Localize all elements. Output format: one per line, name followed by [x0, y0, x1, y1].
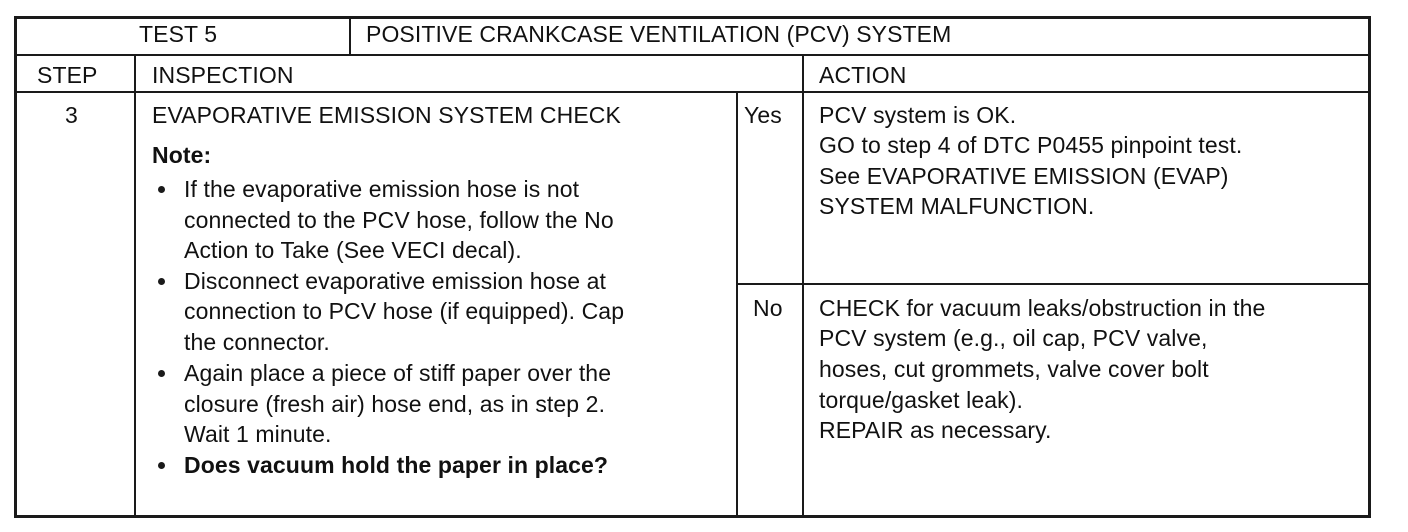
- bullet-text: the connector.: [184, 329, 330, 355]
- yes-action-text: See EVAPORATIVE EMISSION (EVAP): [819, 163, 1229, 189]
- inspection-action-divider: [802, 55, 804, 518]
- bullet-text: If the evaporative emission hose is not: [184, 176, 580, 202]
- bullet-text: Disconnect evaporative emission hose at: [184, 268, 606, 294]
- test-label: TEST 5: [139, 21, 218, 47]
- no-action-text: REPAIR as necessary.: [819, 417, 1052, 443]
- bullet-text: Wait 1 minute.: [184, 421, 332, 447]
- bullet-marker: [158, 462, 165, 469]
- test-label-divider: [349, 16, 351, 55]
- yes-action-text: SYSTEM MALFUNCTION.: [819, 193, 1095, 219]
- yes-no-column-divider: [736, 92, 738, 518]
- bullet-marker: [158, 278, 165, 285]
- step-column-header: STEP: [37, 62, 98, 88]
- no-label: No: [753, 295, 783, 321]
- no-action-text: torque/gasket leak).: [819, 387, 1024, 413]
- no-action-text: hoses, cut grommets, valve cover bolt: [819, 356, 1209, 382]
- bullet-marker: [158, 186, 165, 193]
- inspection-column-header: INSPECTION: [152, 62, 294, 88]
- step-column-divider: [134, 55, 136, 518]
- yes-action-text: PCV system is OK.: [819, 102, 1017, 128]
- step-number: 3: [65, 102, 78, 128]
- no-action-text: CHECK for vacuum leaks/obstruction in the: [819, 295, 1266, 321]
- bullet-text: Action to Take (See VECI decal).: [184, 237, 522, 263]
- test-title: POSITIVE CRANKCASE VENTILATION (PCV) SYSTEM: [366, 21, 952, 47]
- inspection-title: EVAPORATIVE EMISSION SYSTEM CHECK: [152, 102, 621, 128]
- no-action-text: PCV system (e.g., oil cap, PCV valve,: [819, 325, 1208, 351]
- column-header-divider: [14, 91, 1371, 93]
- yes-label: Yes: [744, 102, 782, 128]
- action-column-header: ACTION: [819, 62, 907, 88]
- bullet-marker: [158, 370, 165, 377]
- bullet-text: closure (fresh air) hose end, as in step 2.: [184, 391, 606, 417]
- bullet-text: Again place a piece of stiff paper over the: [184, 360, 612, 386]
- note-label: Note:: [152, 142, 212, 168]
- bullet-text: connection to PCV hose (if equipped). Cap: [184, 298, 625, 324]
- header-divider: [14, 54, 1371, 56]
- yes-no-divider: [736, 283, 1371, 285]
- bullet-text: Does vacuum hold the paper in place?: [184, 452, 609, 478]
- bullet-text: connected to the PCV hose, follow the No: [184, 207, 614, 233]
- yes-action-text: GO to step 4 of DTC P0455 pinpoint test.: [819, 132, 1243, 158]
